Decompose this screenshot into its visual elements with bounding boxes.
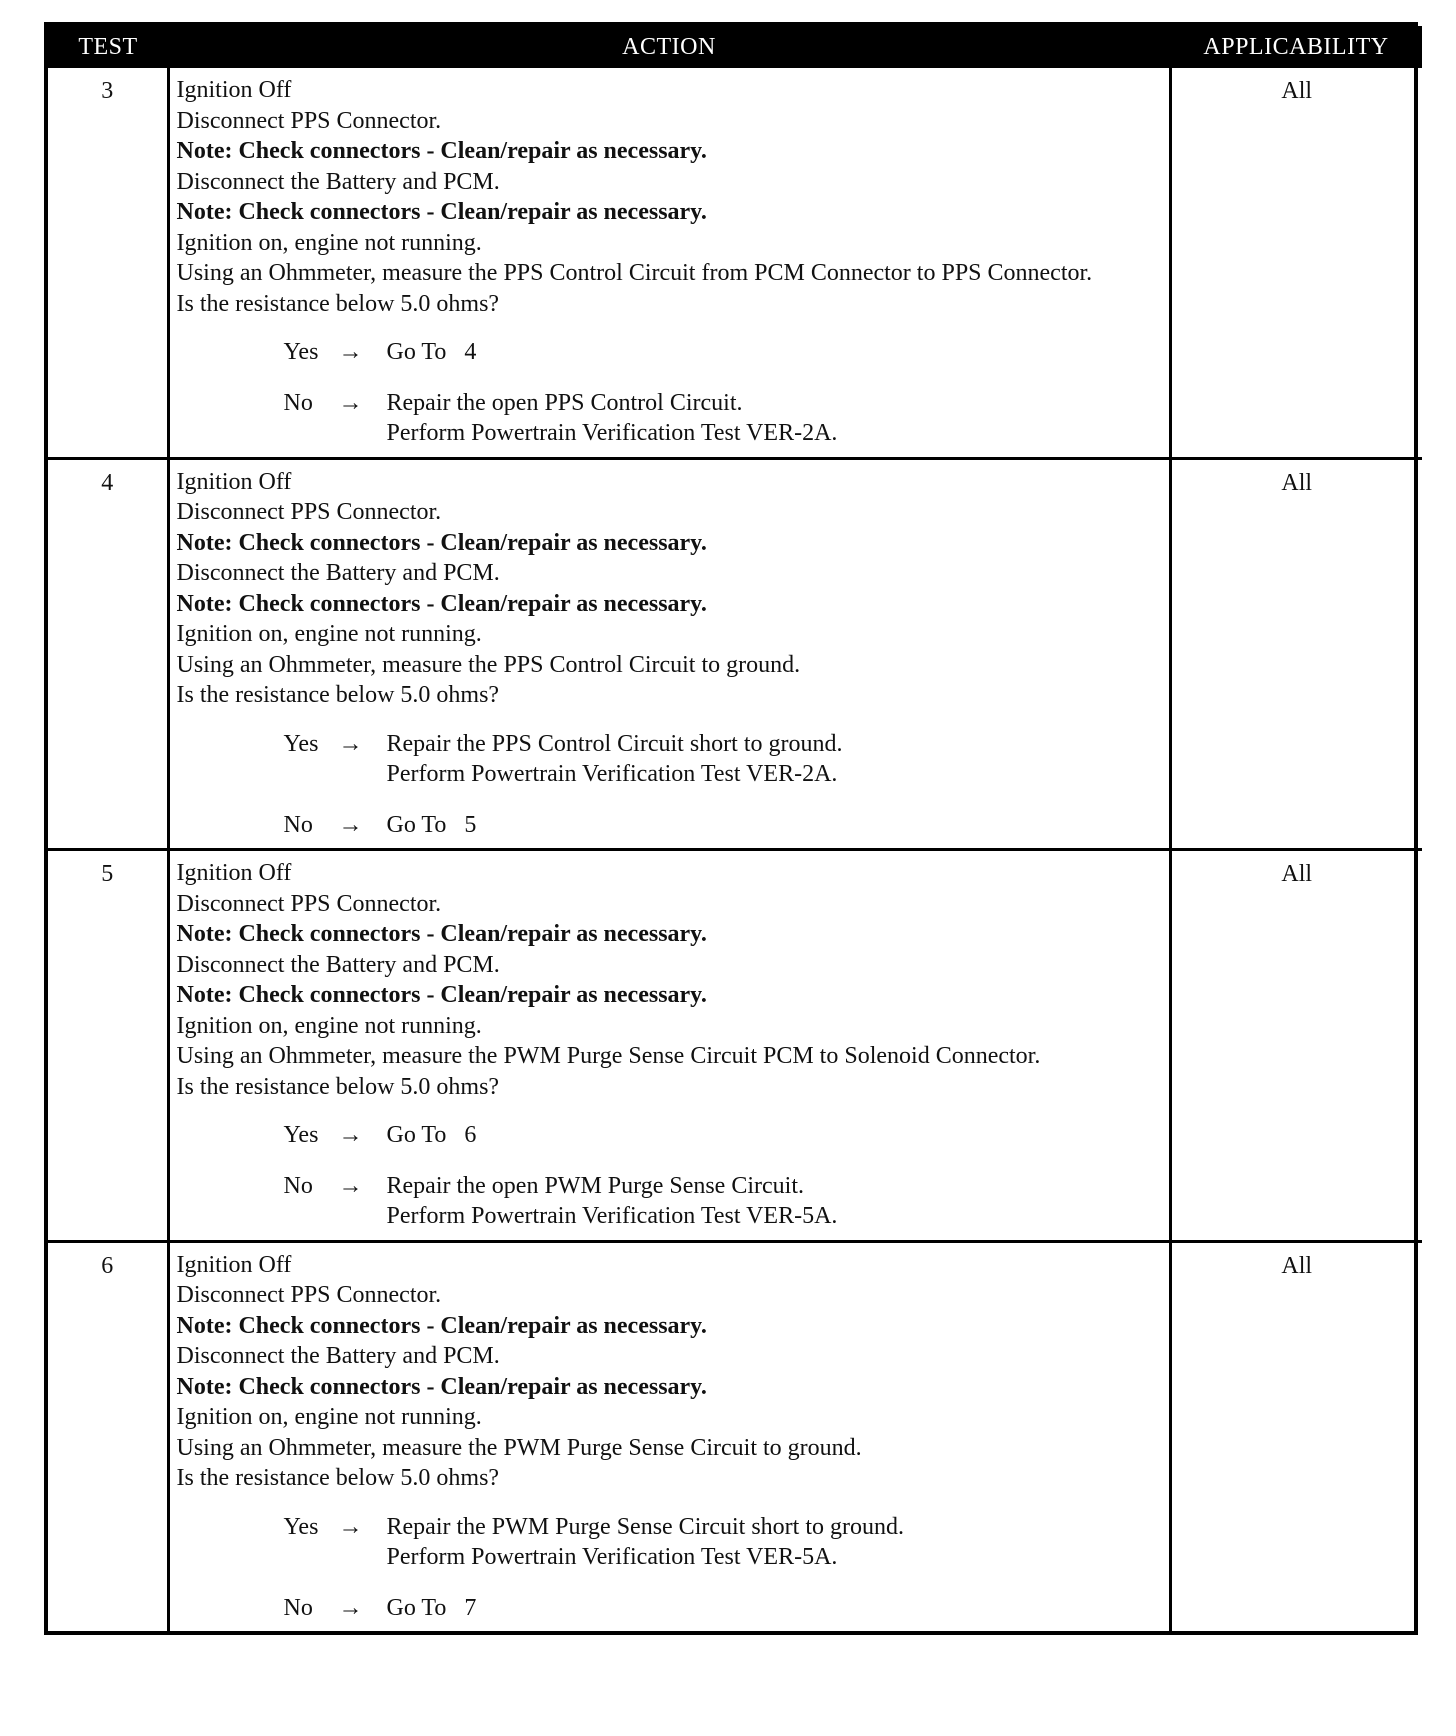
question-text: Is the resistance below 5.0 ohms? xyxy=(176,1465,500,1491)
applicability-value: All xyxy=(1170,850,1422,1242)
diagnostic-table xyxy=(48,26,1422,1631)
step-text: Ignition on, engine not running. xyxy=(176,229,482,256)
step-text: Ignition on, engine not running. xyxy=(176,1012,482,1039)
step-text: Ignition Off xyxy=(176,860,292,886)
step-text: Disconnect the Battery and PCM. xyxy=(176,951,500,978)
table-row xyxy=(48,1241,1422,1631)
yes-result-line1: Go To xyxy=(386,339,447,365)
no-result xyxy=(387,1171,1161,1232)
yes-label: Yes xyxy=(283,1122,319,1148)
step-text: Using an Ohmmeter, measure the PWM Purge Sense Circuit to ground. xyxy=(176,1434,862,1461)
note-text: Note: Check connectors - Clean/repair as necessary. xyxy=(176,590,707,617)
yes-result xyxy=(387,729,1161,790)
arrow-right-icon: → xyxy=(338,389,363,416)
header-test: TEST xyxy=(48,26,168,68)
note-text: Note: Check connectors - Clean/repair as necessary. xyxy=(176,1373,707,1400)
step-text: Disconnect PPS Connector. xyxy=(176,890,442,917)
yes-outcome xyxy=(177,1120,1161,1151)
step-text: Using an Ohmmeter, measure the PPS Control Circuit to ground. xyxy=(176,651,801,678)
no-outcome xyxy=(177,1171,1161,1232)
goto-number: 6 xyxy=(464,1122,477,1148)
action-cell xyxy=(168,850,1170,1242)
step-text: Using an Ohmmeter, measure the PWM Purge Sense Circuit PCM to Solenoid Connector. xyxy=(176,1043,1041,1069)
note-text: Note: Check connectors - Clean/repair as necessary. xyxy=(176,529,707,556)
no-result-line2: Perform Powertrain Verification Test VER-2A. xyxy=(386,420,838,446)
header-action: ACTION xyxy=(168,26,1170,68)
table-row xyxy=(48,68,1422,458)
no-label: No xyxy=(283,1594,313,1621)
goto-number: 4 xyxy=(464,339,477,365)
no-label: No xyxy=(283,1172,313,1199)
arrow-right-icon: → xyxy=(338,1513,363,1540)
step-text: Disconnect PPS Connector. xyxy=(176,107,442,134)
yes-outcome xyxy=(177,729,1161,790)
note-text: Note: Check connectors - Clean/repair as necessary. xyxy=(176,1312,707,1339)
no-label: No xyxy=(283,811,313,838)
step-text: Disconnect the Battery and PCM. xyxy=(176,1343,500,1369)
step-text: Disconnect the Battery and PCM. xyxy=(176,168,500,195)
yes-result xyxy=(387,337,1161,368)
no-outcome xyxy=(177,1593,1161,1624)
no-result-line2: Perform Powertrain Verification Test VER-5A. xyxy=(386,1203,838,1229)
question-text: Is the resistance below 5.0 ohms? xyxy=(176,1073,500,1100)
no-result-line1: Go To xyxy=(386,811,447,838)
no-outcome xyxy=(177,810,1161,841)
yes-result-line2: Perform Powertrain Verification Test VER-5A. xyxy=(386,1544,838,1570)
applicability-value: All xyxy=(1281,78,1313,104)
applicability-value: All xyxy=(1170,458,1422,850)
yes-result xyxy=(387,1120,1161,1151)
no-result-line1: Go To xyxy=(386,1594,447,1621)
action-cell xyxy=(168,68,1170,458)
step-text: Disconnect PPS Connector. xyxy=(176,499,442,525)
yes-outcome xyxy=(177,1512,1161,1573)
yes-result-line1: Go To xyxy=(386,1122,447,1148)
test-number: 5 xyxy=(48,850,168,1242)
goto-number: 5 xyxy=(464,811,477,838)
no-result-line1: Repair the open PPS Control Circuit. xyxy=(386,389,743,416)
note-text: Note: Check connectors - Clean/repair as necessary. xyxy=(176,138,707,164)
test-number: 4 xyxy=(48,458,168,850)
yes-label: Yes xyxy=(283,339,319,365)
yes-result xyxy=(387,1512,1161,1573)
question-text: Is the resistance below 5.0 ohms? xyxy=(176,682,500,708)
arrow-right-icon: → xyxy=(338,1122,363,1148)
question-text: Is the resistance below 5.0 ohms? xyxy=(176,290,500,317)
yes-outcome xyxy=(177,337,1161,368)
table-row xyxy=(48,458,1422,850)
header-applicability: APPLICABILITY xyxy=(1170,26,1422,68)
arrow-right-icon: → xyxy=(338,1172,363,1199)
no-result xyxy=(387,810,1161,841)
action-cell xyxy=(168,458,1170,850)
note-text: Note: Check connectors - Clean/repair as necessary. xyxy=(176,199,707,225)
yes-result-line1: Repair the PPS Control Circuit short to ground. xyxy=(386,730,843,757)
note-text: Note: Check connectors - Clean/repair as necessary. xyxy=(176,921,707,947)
applicability-value: All xyxy=(1170,1241,1422,1631)
no-label: No xyxy=(283,389,313,416)
arrow-right-icon: → xyxy=(338,811,363,838)
no-result xyxy=(387,388,1161,449)
arrow-right-icon: → xyxy=(338,1594,363,1621)
step-text: Ignition Off xyxy=(176,468,292,495)
note-text: Note: Check connectors - Clean/repair as necessary. xyxy=(176,982,707,1008)
arrow-right-icon: → xyxy=(338,730,363,757)
yes-label: Yes xyxy=(283,1513,319,1540)
yes-result-line1: Repair the PWM Purge Sense Circuit short to ground. xyxy=(386,1513,904,1540)
test-number: 3 xyxy=(48,68,168,458)
step-text: Ignition Off xyxy=(176,77,292,103)
no-outcome xyxy=(177,388,1161,449)
table-row xyxy=(48,850,1422,1242)
arrow-right-icon: → xyxy=(338,339,363,365)
step-text: Using an Ohmmeter, measure the PPS Control Circuit from PCM Connector to PPS Connector. xyxy=(176,260,1093,286)
no-result xyxy=(387,1593,1161,1624)
step-text: Ignition on, engine not running. xyxy=(176,621,482,647)
yes-label: Yes xyxy=(283,730,319,757)
table-header-row xyxy=(48,26,1422,68)
goto-number: 7 xyxy=(464,1594,477,1621)
step-text: Disconnect PPS Connector. xyxy=(176,1282,442,1308)
step-text: Ignition on, engine not running. xyxy=(176,1404,482,1430)
step-text: Disconnect the Battery and PCM. xyxy=(176,560,500,586)
yes-result-line2: Perform Powertrain Verification Test VER-2A. xyxy=(386,761,838,787)
step-text: Ignition Off xyxy=(176,1251,292,1278)
diagnostic-table-frame xyxy=(44,22,1418,1635)
test-number: 6 xyxy=(48,1241,168,1631)
action-cell xyxy=(168,1241,1170,1631)
no-result-line1: Repair the open PWM Purge Sense Circuit. xyxy=(386,1172,804,1199)
